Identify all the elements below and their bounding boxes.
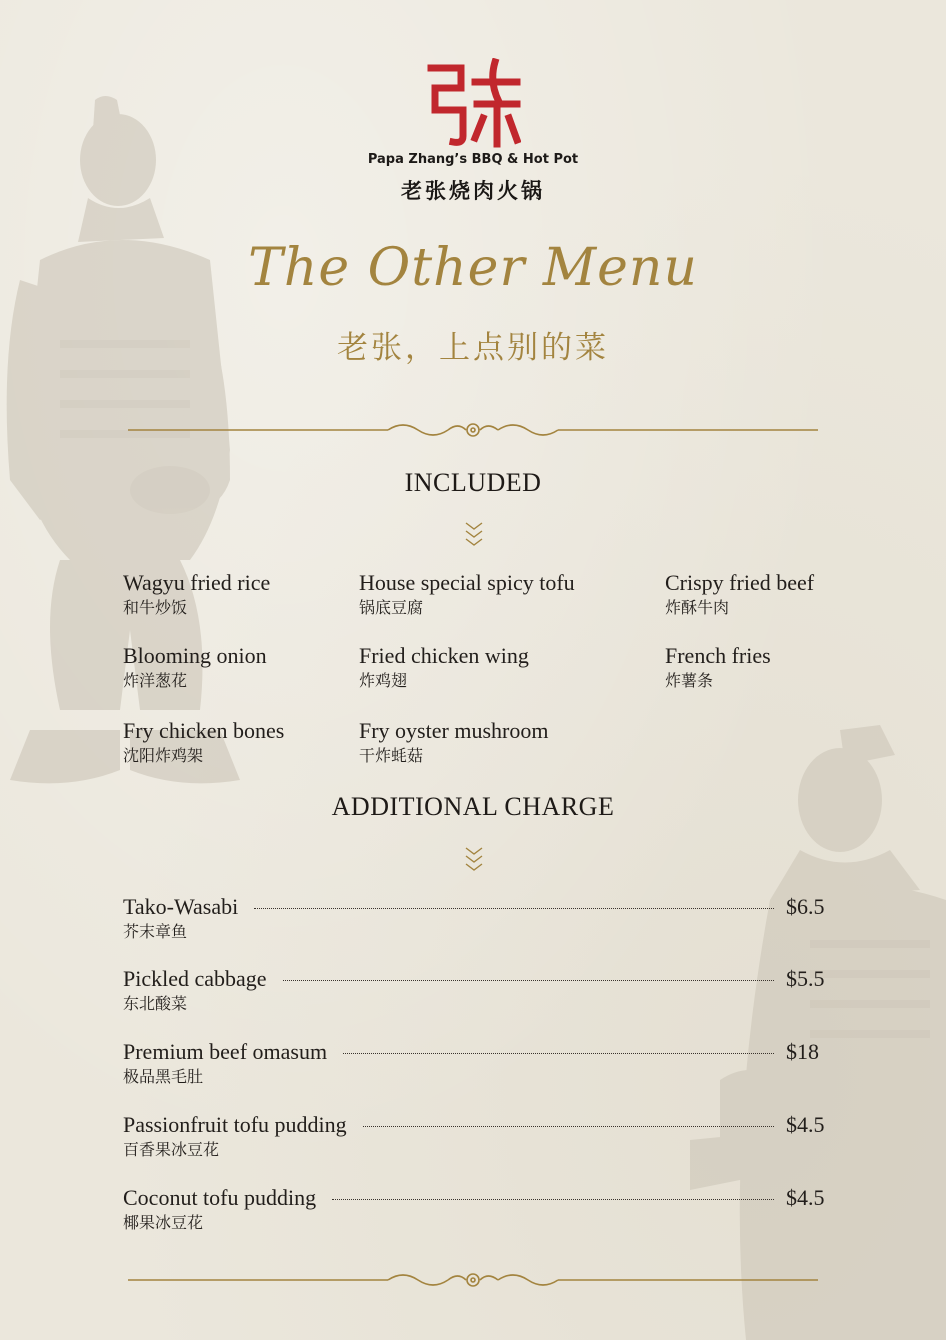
item-name-en: Passionfruit tofu pudding [123,1112,347,1137]
item-name-en: Fry chicken bones [123,718,285,743]
item-name-en: Wagyu fried rice [123,570,271,595]
item-name-en: Crispy fried beef [665,570,815,595]
chevron-down-icon [463,520,485,548]
included-item [359,643,529,693]
priced-item [123,1112,826,1172]
item-name-en: Coconut tofu pudding [123,1185,317,1210]
item-name-zh: 极品黑毛肚 [123,1067,204,1086]
included-item [123,570,270,620]
item-name-zh: 炸鸡翅 [359,671,408,690]
included-item [359,718,548,768]
dotted-leader [363,1126,774,1127]
item-price: $4.5 [786,1185,825,1210]
item-name-en: Fried chicken wing [359,643,529,668]
item-name-zh: 干炸蚝菇 [359,746,424,765]
item-price: $4.5 [786,1112,825,1137]
item-name-en: French fries [665,643,771,668]
item-name-zh: 炸洋葱花 [123,671,188,690]
menu-title: The Other Menu [248,238,698,298]
priced-item [123,894,826,954]
item-price: $5.5 [786,966,825,991]
chevron-down-icon [463,845,485,873]
included-item [123,718,284,768]
included-item [359,570,575,620]
item-name-zh: 东北酸菜 [123,994,188,1013]
included-item [123,643,267,693]
brand-name-en: Papa Zhang’s BBQ & Hot Pot [367,152,579,167]
dotted-leader [283,980,774,981]
item-name-zh: 芥末章鱼 [123,922,188,941]
additional-charge-heading: ADDITIONAL CHARGE [331,792,615,821]
zhang-character-logo-icon [425,58,521,150]
ornamental-divider-top [128,418,818,442]
item-name-zh: 炸薯条 [665,671,714,690]
priced-item [123,966,826,1026]
item-name-en: Blooming onion [123,643,267,668]
item-price: $18 [786,1039,819,1064]
item-name-zh: 百香果冰豆花 [123,1140,220,1159]
item-name-en: Fry oyster mushroom [359,718,549,743]
item-name-zh: 和牛炒饭 [123,598,188,617]
item-name-zh: 椰果冰豆花 [123,1213,204,1232]
item-name-zh: 沈阳炸鸡架 [123,746,204,765]
item-name-en: House special spicy tofu [359,570,575,595]
brand-name-zh: 老张烧肉火锅 [401,178,545,203]
priced-item [123,1185,826,1245]
dotted-leader [254,908,774,909]
item-name-zh: 锅底豆腐 [359,598,424,617]
included-item [665,570,814,620]
item-price: $6.5 [786,894,825,919]
included-item [665,643,771,693]
item-name-zh: 炸酥牛肉 [665,598,730,617]
item-name-en: Tako-Wasabi [123,894,239,919]
item-name-en: Pickled cabbage [123,966,267,991]
menu-subtitle: 老张，上点别的菜 [337,330,609,366]
item-name-en: Premium beef omasum [123,1039,328,1064]
dotted-leader [332,1199,774,1200]
included-heading: INCLUDED [404,468,542,497]
priced-item [123,1039,826,1099]
ornamental-divider-bottom [128,1268,818,1292]
dotted-leader [343,1053,774,1054]
